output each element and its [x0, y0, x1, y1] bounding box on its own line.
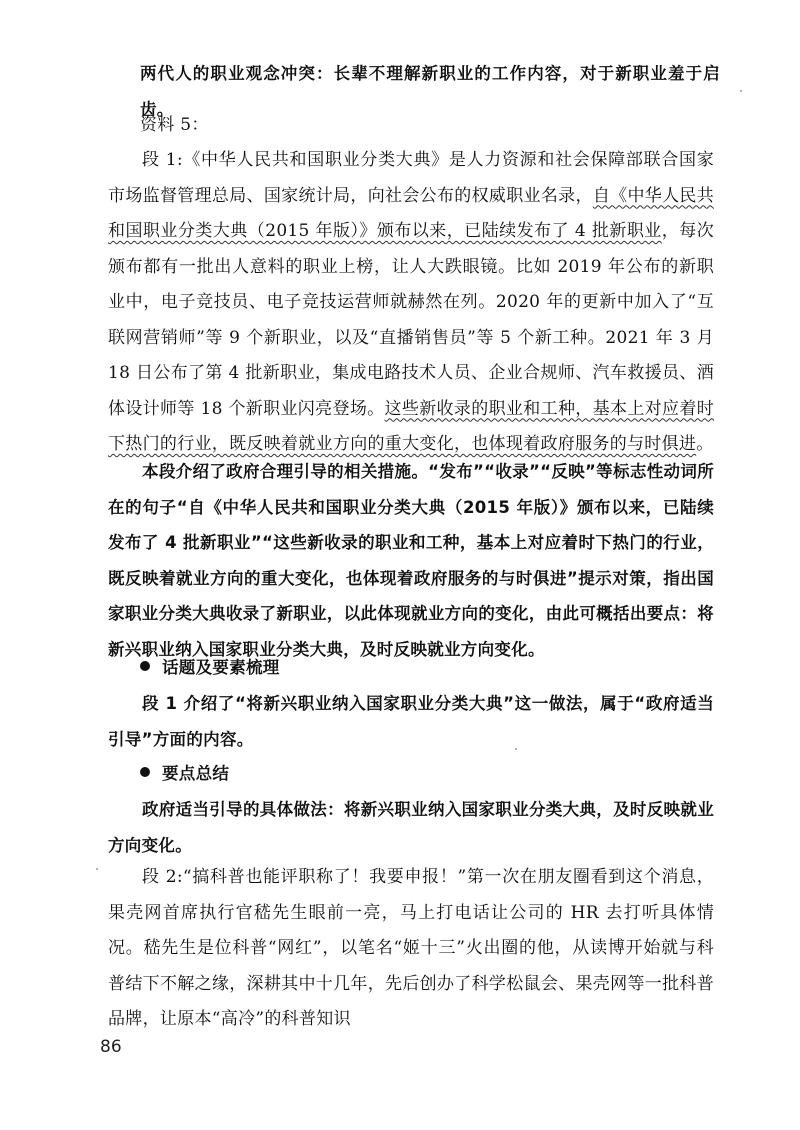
para1-underline-2: 这些新收录的职业和工种，基本上对应着时下热门的行业，既反映着就业方向的重大变化，也体现着政府服务的与时俱进 — [108, 398, 714, 454]
section-heading-summary: 要点总结 — [140, 756, 746, 792]
section-heading-topics: 话题及要素梳理 — [140, 650, 746, 686]
scan-speck — [96, 868, 98, 870]
bullet-icon — [140, 767, 150, 777]
paragraph-1 — [108, 143, 714, 463]
page-number: 86 — [100, 1037, 122, 1057]
top-line: 两代人的职业观念冲突：长辈不理解新职业的工作内容，对于新职业羞于启齿。 — [140, 64, 720, 119]
bullet-icon — [140, 661, 150, 671]
section-text-summary: 政府适当引导的具体做法：将新兴职业纳入国家职业分类大典，及时反映就业方向变化。 — [108, 800, 714, 855]
para1-text-3: 。 — [696, 434, 714, 454]
para1-text-2: ，每次颁布都有一批出人意料的职业上榜，让人大跌眼镜。比如 2019 年公布的新职业中，电子竞技员、电子竞技运营师就赫然在列。2020 年的更新中加入了“互联网营销师”等 9 个新职业，以及“直播销售员”等 5 个新工种。2021 年 3 月 18 日公布了第 4 批新职业，集成电路技术人员、企业合规师、汽车救援员、酒体设计师等 18 个新职业闪亮登场。 — [108, 221, 714, 419]
section-text-topics: 段 1 介绍了“将新兴职业纳入国家职业分类大典”这一做法，属于“政府适当引导”方面的内容。 — [108, 694, 714, 749]
para1-text-1: 段 1:《中华人民共和国职业分类大典》是人力资源和社会保障部联合国家市场监督管理总局、国家统计局，向社会公布的权威职业名录， — [108, 150, 714, 206]
para1-underline-1: 自《中华人民共和国职业分类大典（2015 年版）》颁布以来，已陆续发布了 4 批新职业 — [108, 185, 714, 241]
scan-speck — [515, 748, 517, 750]
analysis-paragraph: 本段介绍了政府合理引导的相关措施。“发布”“收录”“反映”等标志性动词所在的句子“自《中华人民共和国职业分类大典（2015 年版）》颁布以来，已陆续发布了 4 批新职业”“这些新收录的职业和工种，基本上对应着时下热门的行业，既反映着就业方向的重大变化，也体现着政府服务的与时俱进”提示对策，指出国家职业分类大典收录了新职业，以此体现就业方向的变化，由此可概括出要点：将新兴职业纳入国家职业分类大典，及时反映就业方向变化。 — [108, 462, 714, 659]
paragraph-2: 段 2:“搞科普也能评职称了！我要申报！”第一次在朋友圈看到这个消息，果壳网首席执行官嵇先生眼前一亮，马上打电话让公司的 HR 去打听具体情况。嵇先生是位科普“网红”，以笔名“姬十三”火出圈的他，从读博开始就与科普结下不解之缘，深耕其中十几年，先后创办了科学松鼠会、果壳网等一批科普品牌，让原本“高冷”的科普知识 — [108, 867, 714, 1029]
scan-speck — [740, 90, 742, 92]
material-label: 资料 5： — [140, 115, 209, 135]
